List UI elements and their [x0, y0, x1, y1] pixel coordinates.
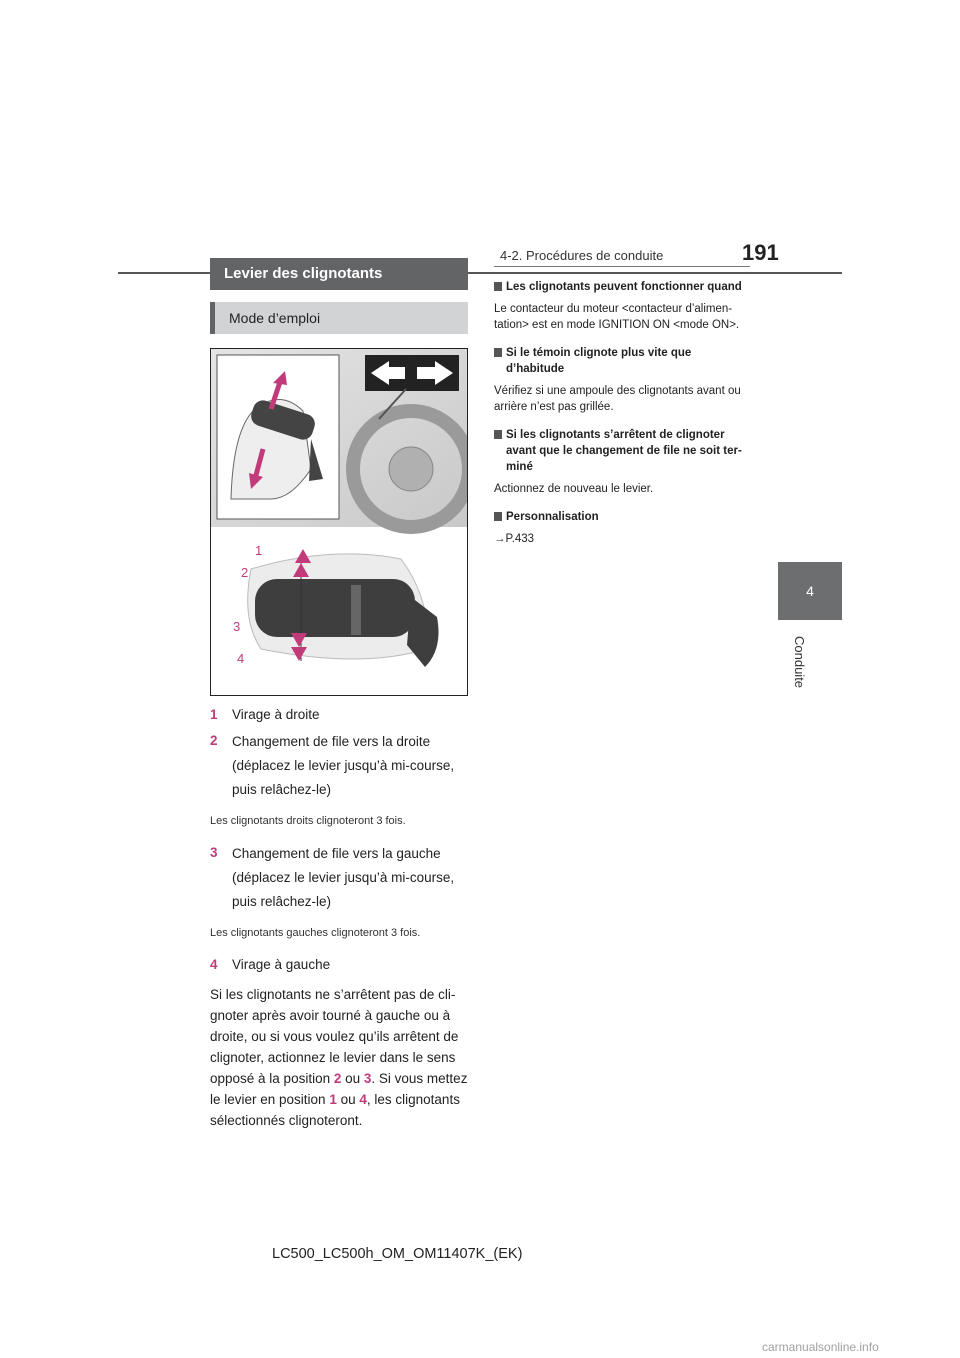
item-number: 1	[210, 707, 218, 722]
item-number: 4	[210, 957, 218, 972]
para-num-4: 4	[359, 1092, 367, 1107]
note-heading: Si les clignotants s’arrêtent de clignoter avant que le changement de file ne soit ter-miné	[494, 427, 750, 475]
square-bullet-icon	[494, 348, 502, 357]
para-text-3: . Si vous mettez le levier en position	[210, 1071, 468, 1107]
square-bullet-icon	[494, 512, 502, 521]
section-title: Levier des clignotants	[210, 258, 468, 290]
page-reference-link[interactable]: →P.433	[494, 533, 535, 545]
square-bullet-icon	[494, 430, 502, 439]
notes-rule	[494, 266, 750, 267]
lever-positions-list	[210, 702, 472, 1131]
callout-2: 2	[241, 565, 249, 580]
turn-signal-lever-illustration	[210, 348, 468, 696]
section-header: 4-2. Procédures de conduite	[500, 248, 664, 263]
instruction-paragraph	[210, 984, 472, 1131]
list-item	[210, 954, 472, 976]
para-num-1: 1	[329, 1092, 337, 1107]
note-text: Actionnez de nouveau le levier.	[494, 483, 654, 495]
note-text: Le contacteur du moteur <contacteur d’alimen-tation> est en mode IGNITION ON <mode ON>.	[494, 303, 740, 331]
para-num-2: 2	[333, 1071, 342, 1086]
list-item	[210, 730, 472, 802]
note-right: Les clignotants droits clignoteront 3 fois.	[210, 815, 406, 827]
chapter-label: Conduite	[792, 636, 807, 689]
steering-hub	[389, 447, 433, 491]
item-text: Changement de file vers la droite (déplacez le levier jusqu’à mi-course, puis relâchez-le)	[232, 734, 455, 797]
note-left: Les clignotants gauches clignoteront 3 fois.	[210, 927, 421, 939]
notes-column	[494, 266, 750, 547]
note-heading: Si le témoin clignote plus vite que d’habitude	[494, 345, 750, 377]
callout-3: 3	[233, 619, 241, 634]
square-bullet-icon	[494, 282, 502, 291]
item-text: Virage à droite	[232, 707, 320, 722]
item-text: Changement de file vers la gauche (déplacez le levier jusqu’à mi-course, puis relâchez-le)	[232, 846, 455, 909]
document-code: LC500_LC500h_OM_OM11407K_(EK)	[272, 1246, 523, 1262]
para-text-2: ou	[341, 1071, 364, 1086]
callout-1: 1	[255, 543, 263, 558]
callout-4: 4	[237, 651, 245, 666]
lever-closeup	[255, 579, 415, 637]
para-num-3: 3	[363, 1071, 372, 1086]
item-number: 2	[210, 733, 218, 748]
para-text-5: , les clignotants sélectionnés clignoteront.	[210, 1092, 460, 1128]
note-heading: Les clignotants peuvent fonctionner quand	[494, 279, 750, 295]
para-text-4: ou	[336, 1092, 360, 1107]
subsection-title: Mode d’emploi	[210, 302, 468, 334]
list-item	[210, 842, 472, 914]
list-item	[210, 704, 472, 726]
lever-drawing	[211, 349, 467, 695]
watermark: carmanualsonline.info	[762, 1340, 879, 1354]
note-text: Vérifiez si une ampoule des clignotants avant ou arrière n’est pas grillée.	[494, 385, 741, 413]
page-number: 191	[742, 240, 779, 265]
item-text: Virage à gauche	[232, 957, 331, 972]
para-text-1: Si les clignotants ne s’arrêtent pas de cli-gnoter après avoir tourné à gauche ou à droite, ou si vous voulez qu’ils arrêtent de clignoter, actionnez le levier dans le sens opposé à la position	[210, 987, 459, 1086]
item-number: 3	[210, 845, 218, 860]
note-heading: Personnalisation	[494, 509, 750, 525]
chapter-tab: 4	[778, 562, 842, 620]
